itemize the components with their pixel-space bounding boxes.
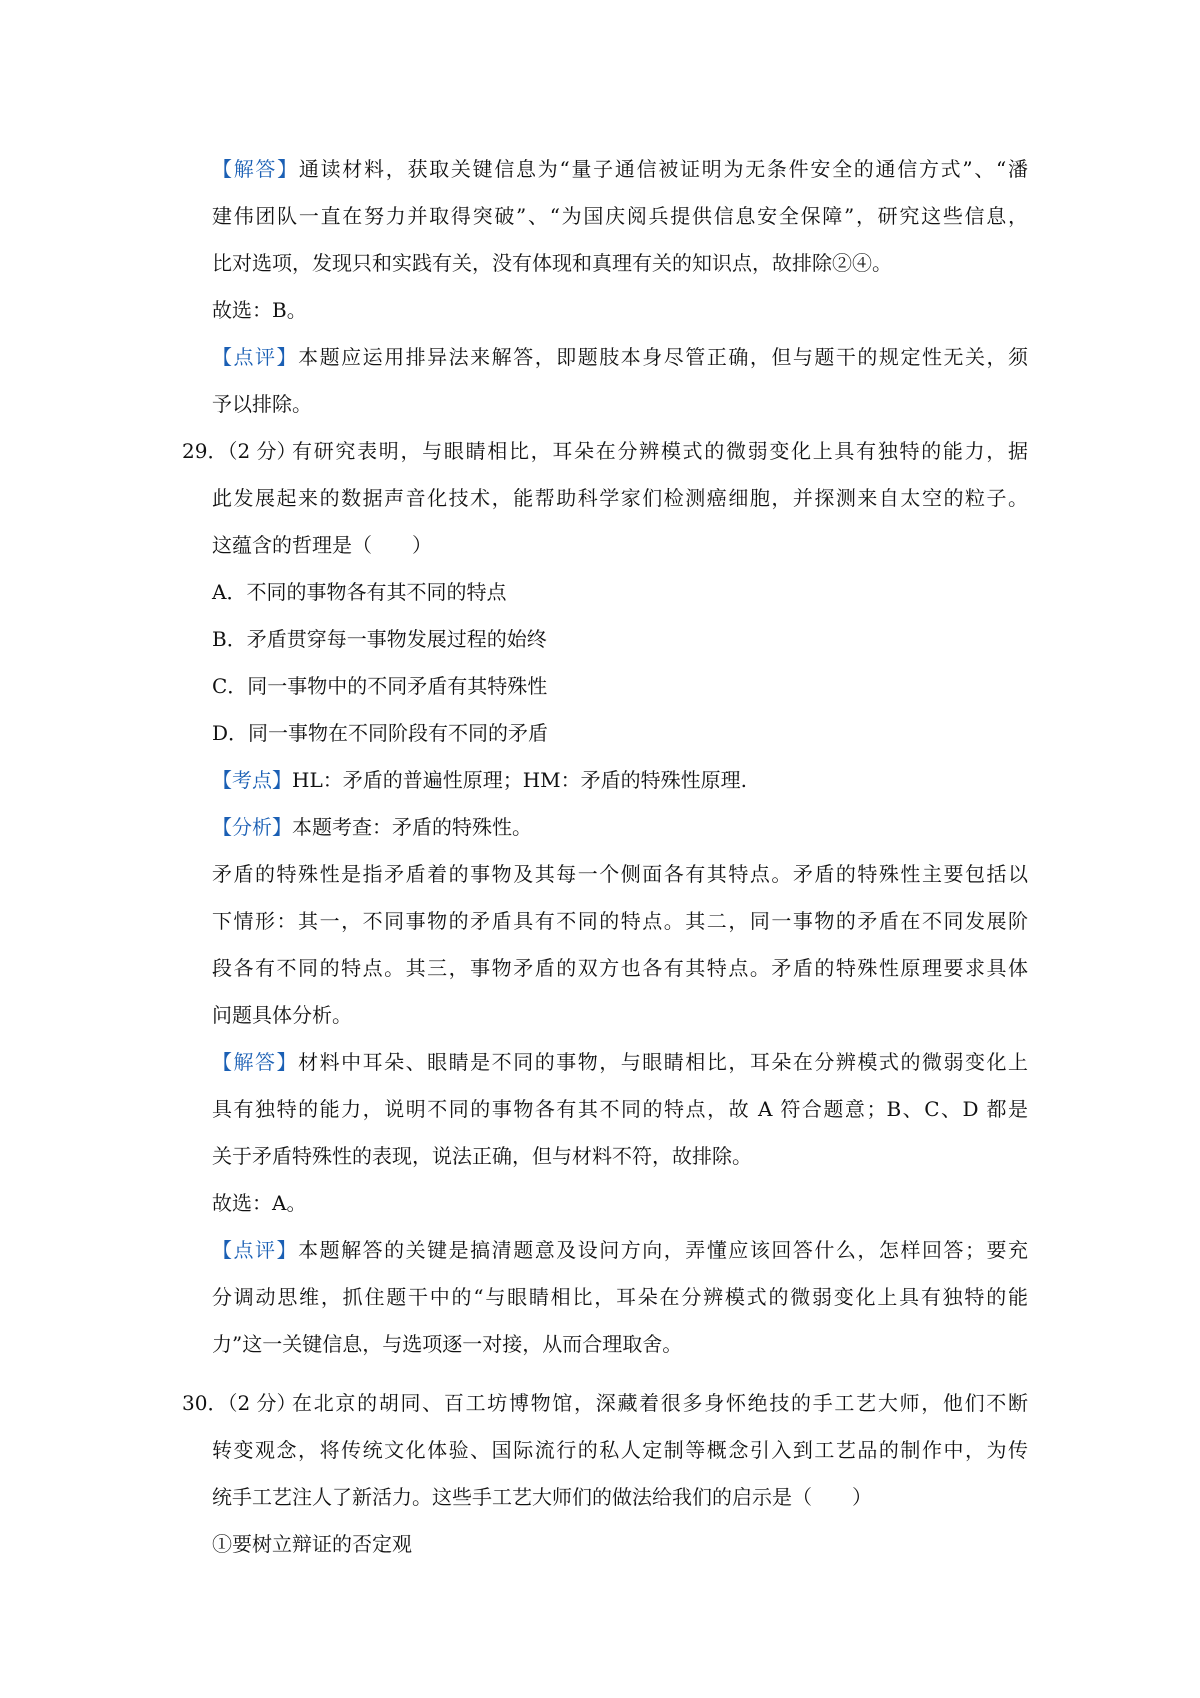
q28-comment-line-1: 【点评】本题应运用排异法来解答，即题肢本身尽管正确，但与题干的规定性无关，须: [212, 345, 1029, 369]
q28-answer-line-1: 【解答】通读材料，获取关键信息为“量子通信被证明为无条件安全的通信方式”、“潘: [212, 157, 1028, 181]
q29-option-c: C．同一事物中的不同矛盾有其特殊性: [212, 674, 548, 698]
q29-stem-line-3: 这蕴含的哲理是（ ）: [212, 533, 432, 557]
q29-answer-line-3: 关于矛盾特殊性的表现，说法正确，但与材料不符，故排除。: [212, 1144, 752, 1168]
q30-stem-line-3: 统手工艺注人了新活力。这些手工艺大师们的做法给我们的启示是（ ）: [212, 1485, 872, 1509]
q29-analysis-first: 【分析】本题考查：矛盾的特殊性。: [212, 815, 532, 839]
q28-choice: 故选：B。: [212, 298, 307, 322]
q29-answer-line-1: 【解答】材料中耳朵、眼睛是不同的事物，与眼睛相比，耳朵在分辨模式的微弱变化上: [212, 1050, 1029, 1074]
analysis-tag: 【分析】: [212, 815, 292, 839]
q29-analysis-line-3: 段各有不同的特点。其三，事物矛盾的双方也各有其特点。矛盾的特殊性原理要求具体: [212, 956, 1028, 980]
comment-tag: 【点评】: [212, 345, 299, 369]
kaodian-tag: 【考点】: [212, 768, 292, 792]
q28-answer-line-3: 比对选项，发现只和实践有关，没有体现和真理有关的知识点，故排除②④。: [212, 251, 892, 275]
answer-tag: 【解答】: [212, 157, 299, 181]
q28-comment-line-2: 予以排除。: [212, 392, 312, 416]
answer-tag: 【解答】: [212, 1050, 299, 1074]
q29-kaodian: 【考点】HL：矛盾的普遍性原理；HM：矛盾的特殊性原理.: [212, 768, 747, 792]
q29-number: 29．（2 分）: [182, 439, 297, 463]
q29-comment-line-2: 分调动思维，抓住题干中的“与眼睛相比，耳朵在分辨模式的微弱变化上具有独特的能: [212, 1285, 1028, 1309]
q29-analysis-line-4: 问题具体分析。: [212, 1003, 352, 1027]
q29-comment-line-1: 【点评】本题解答的关键是搞清题意及设问方向，弄懂应该回答什么，怎样回答；要充: [212, 1238, 1029, 1262]
q30-number: 30．（2 分）: [182, 1391, 297, 1415]
q29-analysis-line-2: 下情形：其一，不同事物的矛盾具有不同的特点。其二，同一事物的矛盾在不同发展阶: [212, 909, 1028, 933]
q29-option-b: B．矛盾贯穿每一事物发展过程的始终: [212, 627, 547, 651]
q29-stem-line-2: 此发展起来的数据声音化技术，能帮助科学家们检测癌细胞，并探测来自太空的粒子。: [212, 486, 1028, 510]
q30-stem-line-1: 在北京的胡同、百工坊博物馆，深藏着很多身怀绝技的手工艺大师，他们不断: [292, 1391, 1028, 1415]
q29-option-d: D．同一事物在不同阶段有不同的矛盾: [212, 721, 549, 745]
q30-stem-line-2: 转变观念，将传统文化体验、国际流行的私人定制等概念引入到工艺品的制作中，为传: [212, 1438, 1028, 1462]
comment-tag: 【点评】: [212, 1238, 299, 1262]
q28-answer-line-2: 建伟团队一直在努力并取得突破”、“为国庆阅兵提供信息安全保障”，研究这些信息，: [212, 204, 1028, 228]
q29-choice: 故选：A。: [212, 1191, 307, 1215]
q29-analysis-line-1: 矛盾的特殊性是指矛盾着的事物及其每一个侧面各有其特点。矛盾的特殊性主要包括以: [212, 862, 1028, 886]
q29-stem-line-1: 有研究表明，与眼睛相比，耳朵在分辨模式的微弱变化上具有独特的能力，据: [292, 439, 1028, 463]
q30-item-1: ①要树立辩证的否定观: [212, 1532, 412, 1556]
q29-answer-line-2: 具有独特的能力，说明不同的事物各有其不同的特点，故 A 符合题意；B、C、D 都是: [212, 1097, 1028, 1121]
q29-option-a: A．不同的事物各有其不同的特点: [212, 580, 507, 604]
q29-comment-line-3: 力”这一关键信息，与选项逐一对接，从而合理取舍。: [212, 1332, 683, 1356]
